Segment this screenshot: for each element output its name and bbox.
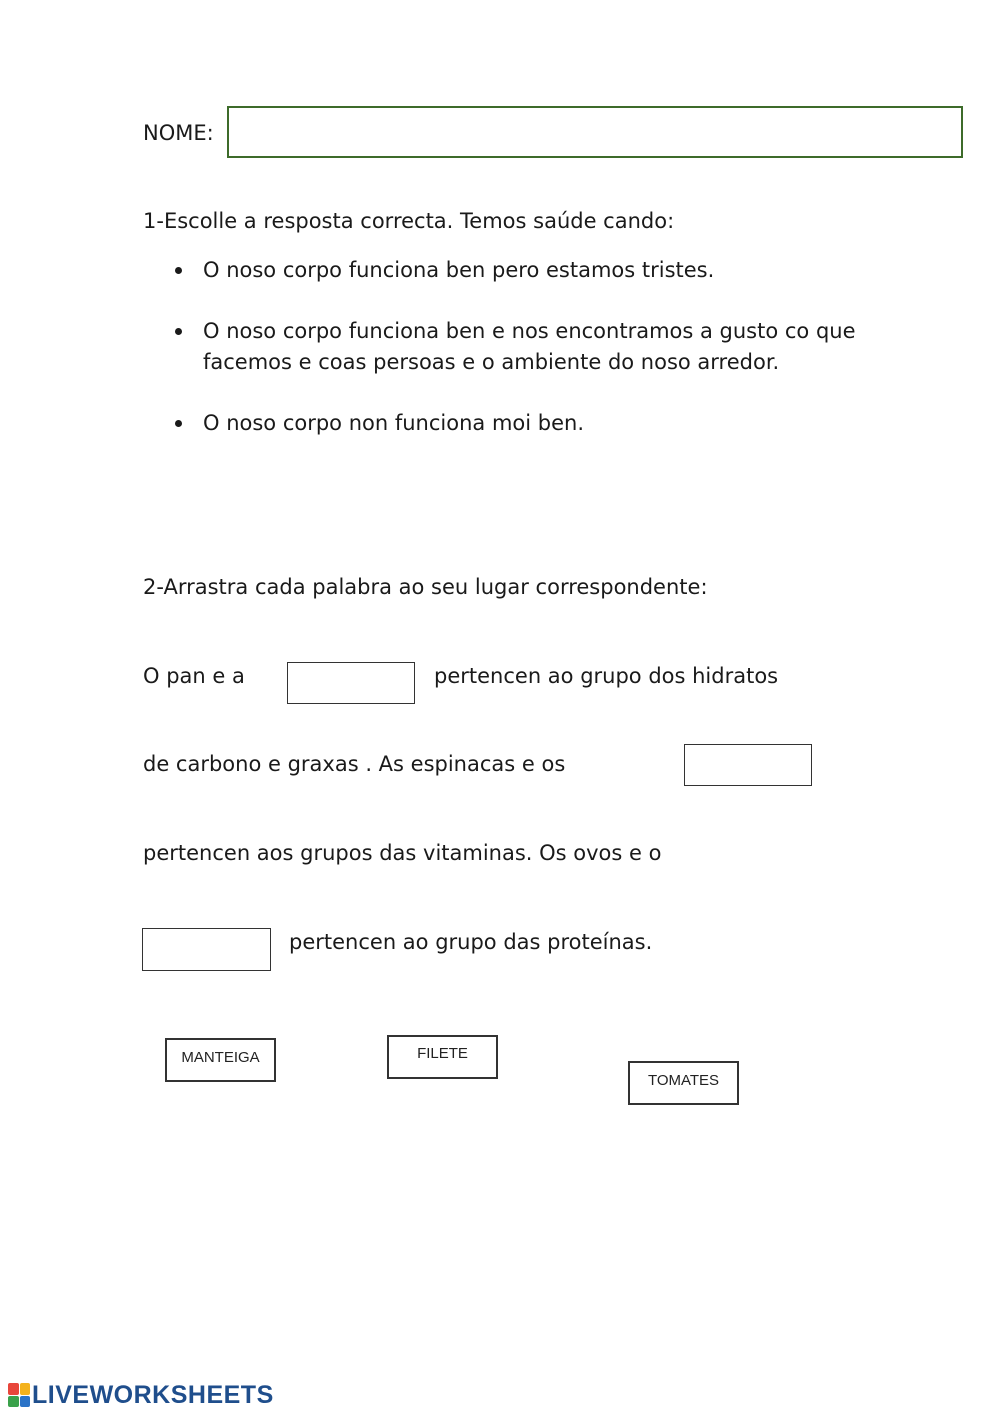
option-3[interactable]: O noso corpo non funciona moi ben. [173, 408, 883, 439]
word-chip-tomates[interactable]: TOMATES [628, 1061, 739, 1105]
logo-text: LIVEWORKSHEETS [32, 1380, 274, 1409]
logo-mark-icon [8, 1383, 30, 1407]
line-1-before: O pan e a [143, 664, 245, 688]
drop-zone-3[interactable] [142, 928, 271, 971]
question-2-prompt: 2-Arrastra cada palabra ao seu lugar correspondente: [143, 575, 708, 599]
liveworksheets-logo [8, 1381, 274, 1409]
question-1-prompt: 1-Escolle a resposta correcta. Temos saúde cando: [143, 209, 675, 233]
word-chip-filete[interactable]: FILETE [387, 1035, 498, 1079]
line-3: pertencen aos grupos das vitaminas. Os ovos e o [143, 841, 662, 865]
line-4-after: pertencen ao grupo das proteínas. [289, 930, 653, 954]
option-2[interactable]: O noso corpo funciona ben e nos encontramos a gusto co que facemos e coas persoas e o ambiente do noso arredor. [173, 316, 883, 378]
drop-zone-1[interactable] [287, 662, 415, 704]
drop-zone-2[interactable] [684, 744, 812, 786]
question-1-options [173, 255, 883, 469]
word-chip-manteiga[interactable]: MANTEIGA [165, 1038, 276, 1082]
line-2-before: de carbono e graxas . As espinacas e os [143, 752, 566, 776]
option-1[interactable]: O noso corpo funciona ben pero estamos tristes. [173, 255, 883, 286]
name-label: NOME: [143, 121, 214, 145]
name-input[interactable] [227, 106, 963, 158]
line-1-after: pertencen ao grupo dos hidratos [434, 664, 779, 688]
